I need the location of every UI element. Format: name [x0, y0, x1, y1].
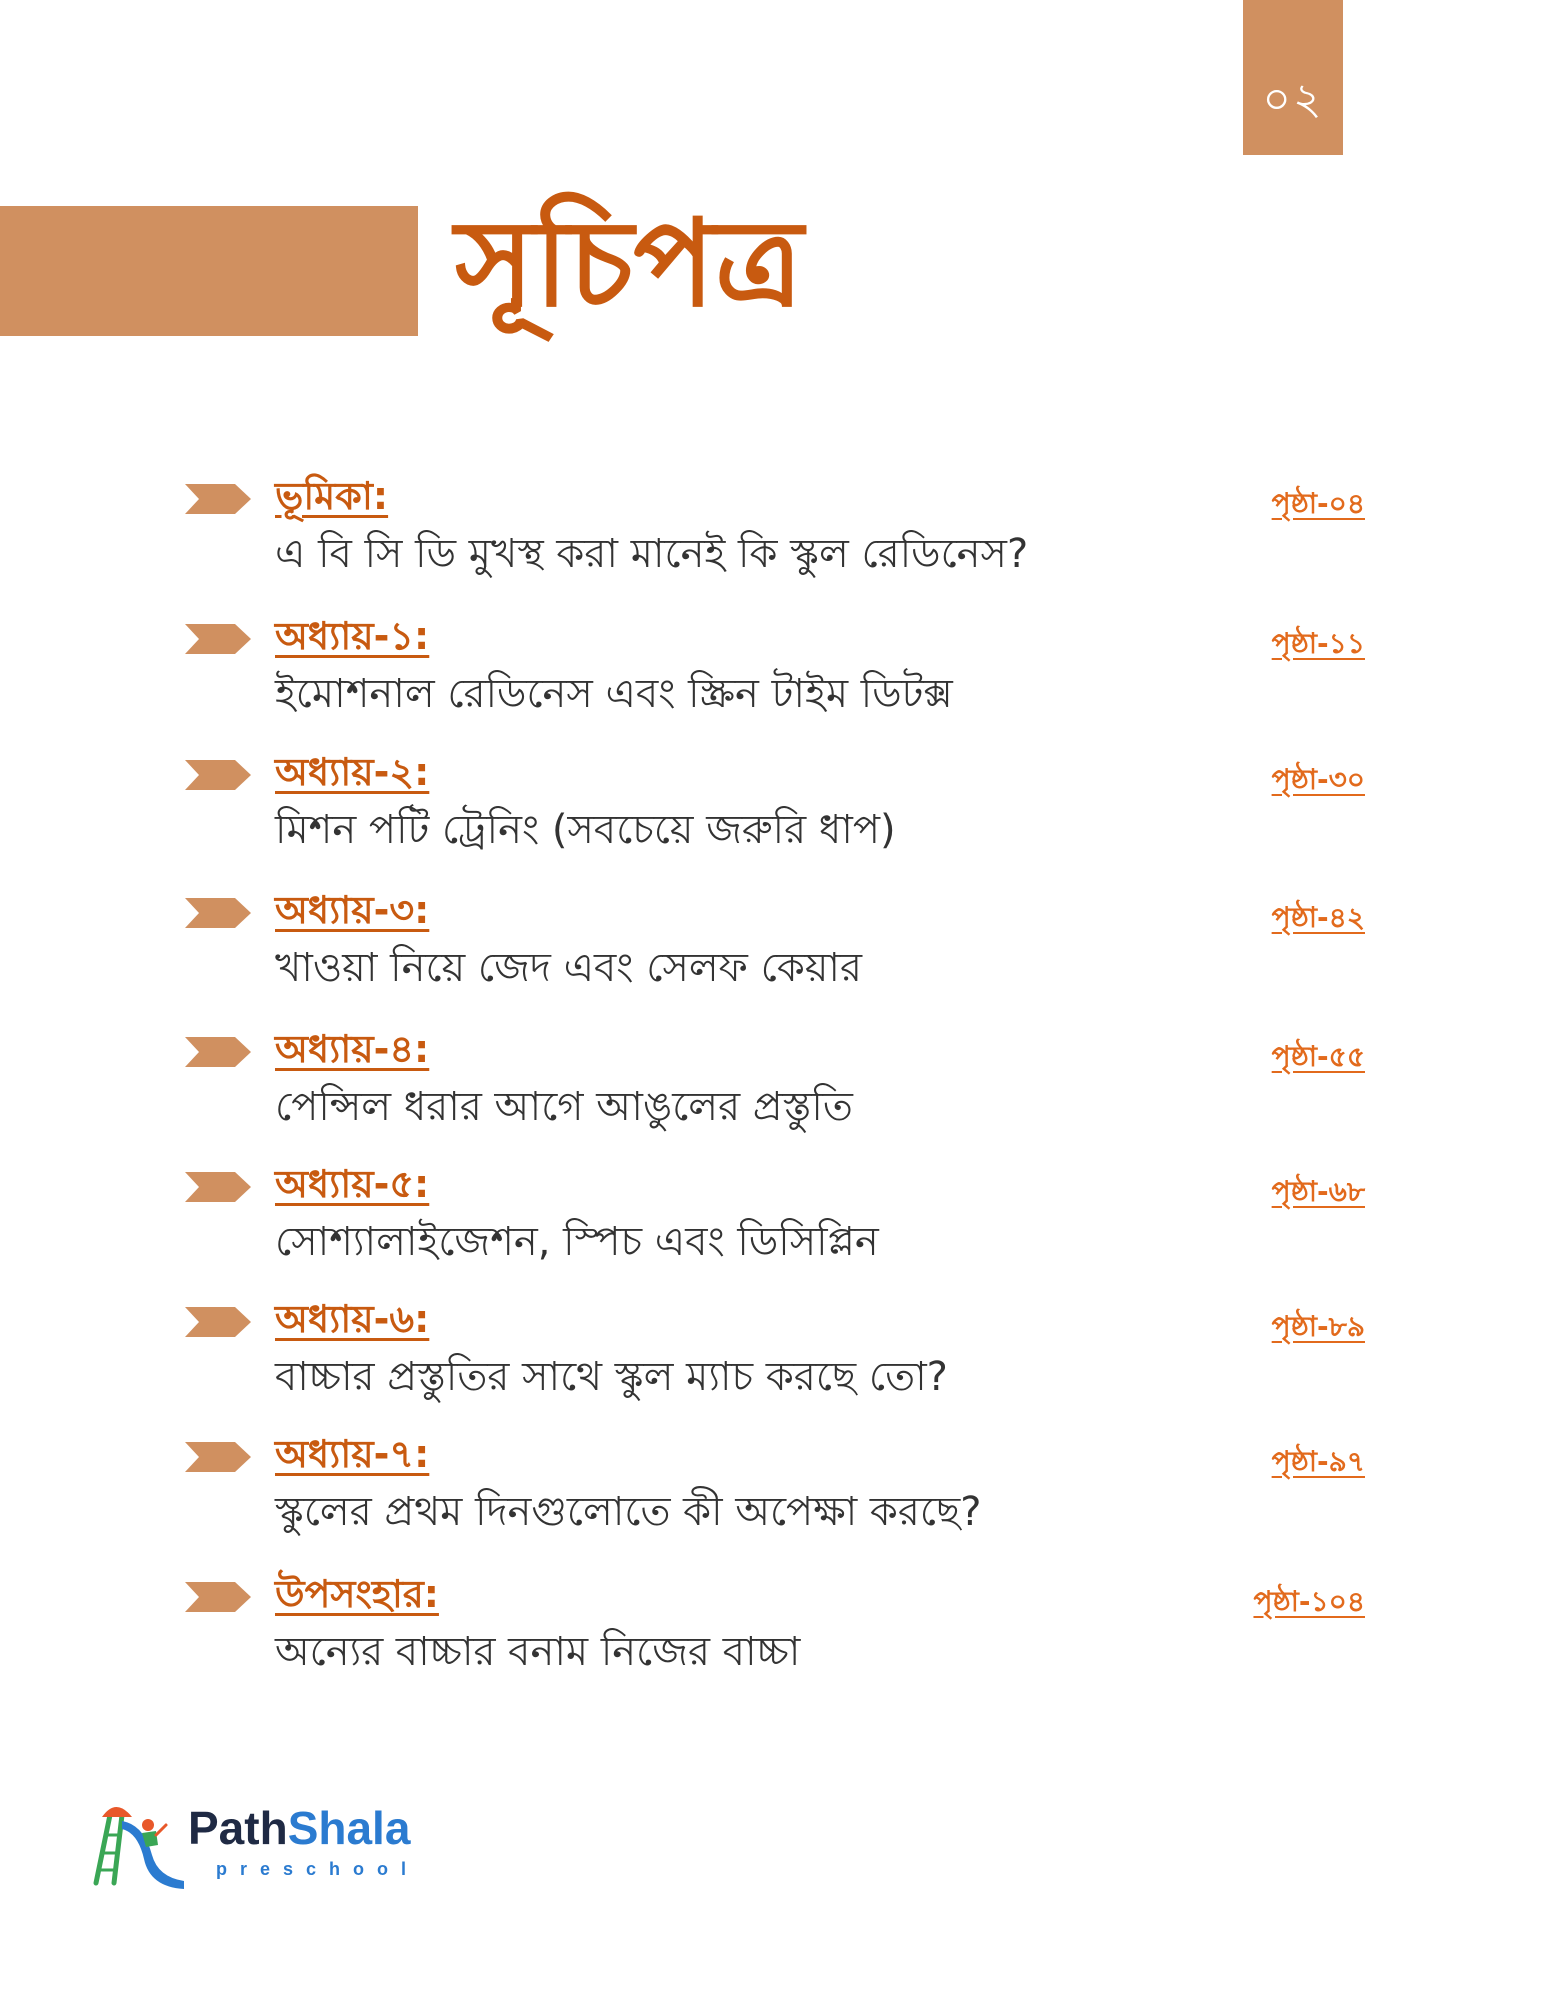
toc-subtitle: স্কুলের প্রথম দিনগুলোতে কী অপেক্ষা করছে?: [275, 1489, 982, 1535]
toc-page-ref[interactable]: পৃষ্ঠা-৩০: [1271, 763, 1365, 796]
playground-slide-icon: [92, 1795, 188, 1890]
toc-entry-chapter-6[interactable]: [185, 1295, 1365, 1415]
page-title: সূচিপত্র: [455, 195, 803, 334]
toc-entry-chapter-1[interactable]: [185, 612, 1365, 732]
toc-subtitle: খাওয়া নিয়ে জেদ এবং সেলফ কেয়ার: [275, 945, 863, 991]
logo-tagline: preschool: [216, 1859, 420, 1879]
toc-subtitle: সোশ্যালাইজেশন, স্পিচ এবং ডিসিপ্লিন: [275, 1219, 879, 1265]
toc-entry-introduction[interactable]: [185, 472, 1365, 592]
toc-heading: ভূমিকা:: [275, 474, 389, 518]
arrow-bullet-icon: [185, 1442, 251, 1472]
arrow-bullet-icon: [185, 1172, 251, 1202]
pathshala-logo: [92, 1795, 472, 1895]
toc-page-ref[interactable]: পৃষ্ঠা-০৪: [1271, 487, 1365, 520]
toc-subtitle: অন্যের বাচ্চার বনাম নিজের বাচ্চা: [275, 1629, 801, 1675]
toc-heading: অধ্যায়-৩:: [275, 888, 430, 932]
toc-subtitle: পেন্সিল ধরার আগে আঙুলের প্রস্তুতি: [275, 1084, 853, 1130]
toc-subtitle: বাচ্চার প্রস্তুতির সাথে স্কুল ম্যাচ করছে তো?: [275, 1354, 948, 1400]
logo-wordmark: [188, 1802, 411, 1854]
toc-subtitle: মিশন পটি ট্রেনিং (সবচেয়ে জরুরি ধাপ): [275, 807, 896, 853]
toc-heading: অধ্যায়-৫:: [275, 1162, 430, 1206]
toc-heading: অধ্যায়-২:: [275, 750, 430, 794]
toc-subtitle: এ বি সি ডি মুখস্থ করা মানেই কি স্কুল রেডিনেস?: [275, 531, 1029, 577]
toc-entry-chapter-7[interactable]: [185, 1430, 1365, 1550]
toc-entry-conclusion[interactable]: [185, 1570, 1365, 1690]
arrow-bullet-icon: [185, 1037, 251, 1067]
toc-entry-chapter-4[interactable]: [185, 1025, 1365, 1145]
logo-name-part1: Path: [188, 1802, 288, 1854]
arrow-bullet-icon: [185, 484, 251, 514]
page-number: ০২: [1262, 74, 1324, 125]
arrow-bullet-icon: [185, 1307, 251, 1337]
toc-page-ref[interactable]: পৃষ্ঠা-৫৫: [1271, 1040, 1365, 1073]
toc-page-ref[interactable]: পৃষ্ঠা-৪২: [1271, 901, 1365, 934]
toc-heading: অধ্যায়-৬:: [275, 1297, 430, 1341]
logo-name-part2: Shala: [287, 1802, 411, 1854]
toc-heading: অধ্যায়-৭:: [275, 1432, 430, 1476]
toc-entry-chapter-3[interactable]: [185, 886, 1365, 1006]
toc-page-ref[interactable]: পৃষ্ঠা-৯৭: [1271, 1445, 1365, 1478]
toc-page-ref[interactable]: পৃষ্ঠা-১১: [1271, 627, 1365, 660]
arrow-bullet-icon: [185, 898, 251, 928]
toc-page-ref[interactable]: পৃষ্ঠা-১০৪: [1253, 1585, 1365, 1618]
arrow-bullet-icon: [185, 624, 251, 654]
toc-heading: অধ্যায়-১:: [275, 614, 430, 658]
toc-page-ref[interactable]: পৃষ্ঠা-৮৯: [1271, 1310, 1365, 1343]
toc-subtitle: ইমোশনাল রেডিনেস এবং স্ক্রিন টাইম ডিটক্স: [275, 671, 953, 717]
toc-heading: উপসংহার:: [275, 1572, 439, 1616]
toc-entry-chapter-5[interactable]: [185, 1160, 1365, 1280]
toc-heading: অধ্যায়-৪:: [275, 1027, 430, 1071]
toc-entry-chapter-2[interactable]: [185, 748, 1365, 868]
toc-page-ref[interactable]: পৃষ্ঠা-৬৮: [1271, 1175, 1365, 1208]
arrow-bullet-icon: [185, 760, 251, 790]
arrow-bullet-icon: [185, 1582, 251, 1612]
